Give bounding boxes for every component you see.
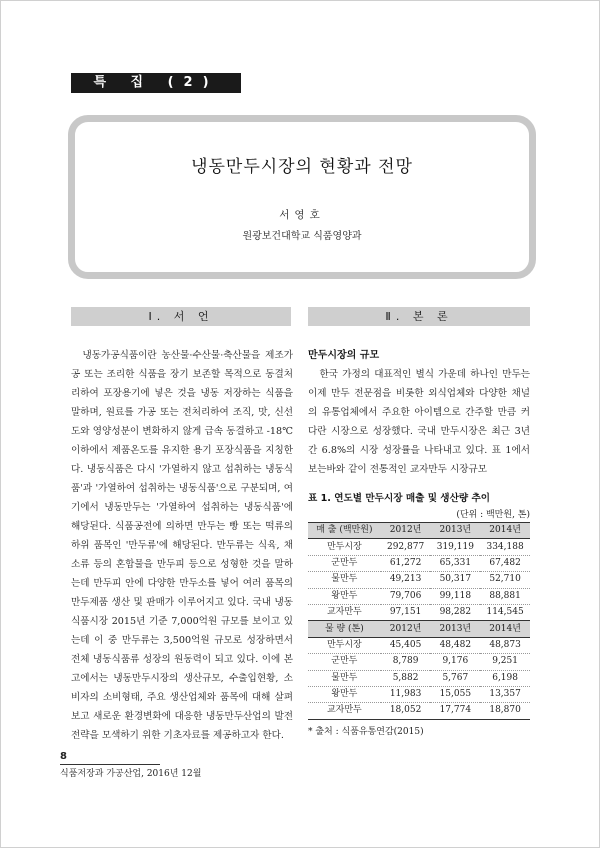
row-label: 만두시장 — [308, 637, 381, 653]
table-row — [308, 588, 530, 604]
cell: 67,482 — [480, 555, 530, 571]
page-number: 8 — [60, 751, 67, 762]
header-cell: 2013년 — [430, 621, 480, 637]
cell: 6,198 — [480, 670, 530, 686]
table-row — [308, 555, 530, 571]
author-affiliation: 원광보건대학교 식품영양과 — [242, 231, 362, 242]
cell: 97,151 — [381, 604, 431, 620]
cell: 114,545 — [480, 604, 530, 620]
row-label: 물만두 — [308, 670, 381, 686]
cell: 52,710 — [480, 572, 530, 588]
title-box — [68, 115, 536, 279]
table-row — [308, 572, 530, 588]
cell: 5,882 — [381, 670, 431, 686]
section-heading-body: Ⅱ. 본 론 — [308, 307, 530, 326]
cell: 79,706 — [381, 588, 431, 604]
body-paragraph: 한국 가정의 대표적인 별식 가운데 하나인 만두는 이제 만두 전문점을 비롯한 외식업체와 다양한 채널의 유통업체에서 주요한 아이템으로 간주할 만큼 커다란 시장으로 성장했다. 국내 만두시장은 최근 3년간 6.8%의 시장 성장률을 나타내고 있다. 표 1에서 보는바와 같이 전통적인 교자만두 시장규모 — [308, 369, 530, 475]
table-header-row — [308, 621, 530, 637]
article-title: 냉동만두시장의 현황과 전망 — [191, 157, 413, 177]
header-cell: 2012년 — [381, 523, 431, 539]
table-row — [308, 654, 530, 670]
cell: 49,213 — [381, 572, 431, 588]
subsection-title: 만두시장의 규모 — [308, 350, 380, 361]
header-cell: 물 량 (톤) — [308, 621, 381, 637]
cell: 334,188 — [480, 539, 530, 555]
intro-column — [71, 346, 293, 745]
table-header-row — [308, 523, 530, 539]
header-cell: 2014년 — [480, 523, 530, 539]
table-caption: 표 1. 연도별 만두시장 매출 및 생산량 추이 — [308, 493, 490, 504]
table-row — [308, 637, 530, 653]
table-row — [308, 604, 530, 620]
cell: 48,482 — [430, 637, 480, 653]
table-row — [308, 539, 530, 555]
cell: 61,272 — [381, 555, 431, 571]
header-cell: 매 출 (백만원) — [308, 523, 381, 539]
journal-footer: 식품저장과 가공산업, 2016년 12월 — [60, 769, 202, 779]
row-label: 교자만두 — [308, 703, 381, 719]
intro-paragraph: 냉동가공식품이란 농산물·수산물·축산물을 제조가공 또는 조리한 식품을 장기 보존할 목적으로 동결처리하여 포장용기에 넣은 것을 냉동 저장하는 식품을 말하며, 원료를 가공 또는 전처리하여 조직, 맛, 신선도와 영양성분이 변화하지 않게 급속 동결하고 -18℃ 이하에서 제품온도를 유지한 용기 포장식품을 지칭한다. 냉동식품은 다시 '가열하지 않고 섭취하는 냉동식품'과 '가열하여 섭취하는 냉동식품'으로 구분되며, 여기에서 냉동만두는 '가열하여 섭취하는 냉동식품'에 해당된다. 식품공전에 의하면 만두는 빵 또는 떡류의 하위 품목인 '만두류'에 해당된다. 만두류는 식육, 채소류 등의 혼합물을 만두피 등으로 성형한 것을 말하는데 만두피 안에 다양한 만두소를 넣어 여러 품목의 만두제품 생산 및 판매가 이루어지고 있다. 국내 냉동식품시장 2015년 기준 7,000억원 규모를 보이고 있는데 이 중 만두류는 3,500억원 규모로 성장하면서 전체 냉동식품류 성장의 원동력이 되고 있다. 이에 본고에서는 냉동만두시장의 생산규모, 수출입현황, 소비자의 소비형태, 주요 생산업체와 품목에 대해 살펴보고 새로운 환경변화에 대응한 냉동만두산업의 발전전략을 모색하기 위한 기초자료를 제공하고자 한다. — [71, 350, 293, 741]
row-label: 군만두 — [308, 555, 381, 571]
special-feature-banner: 특 집 (2) — [71, 73, 241, 93]
cell: 11,983 — [381, 686, 431, 702]
row-label: 물만두 — [308, 572, 381, 588]
table-unit: (단위 : 백만원, 톤) — [456, 510, 530, 520]
row-label: 왕만두 — [308, 686, 381, 702]
row-label: 왕만두 — [308, 588, 381, 604]
cell: 9,251 — [480, 654, 530, 670]
table-row — [308, 703, 530, 719]
table-row — [308, 686, 530, 702]
cell: 319,119 — [430, 539, 480, 555]
market-table — [308, 522, 530, 720]
cell: 8,789 — [381, 654, 431, 670]
table-row — [308, 670, 530, 686]
cell: 50,317 — [430, 572, 480, 588]
footer-divider — [60, 764, 160, 765]
cell: 15,055 — [430, 686, 480, 702]
cell: 98,282 — [430, 604, 480, 620]
row-label: 군만두 — [308, 654, 381, 670]
cell: 88,881 — [480, 588, 530, 604]
cell: 13,357 — [480, 686, 530, 702]
header-cell: 2013년 — [430, 523, 480, 539]
cell: 48,873 — [480, 637, 530, 653]
body-column — [308, 365, 530, 479]
cell: 9,176 — [430, 654, 480, 670]
section-heading-intro: Ⅰ. 서 언 — [71, 307, 291, 326]
cell: 65,331 — [430, 555, 480, 571]
cell: 5,767 — [430, 670, 480, 686]
header-cell: 2012년 — [381, 621, 431, 637]
cell: 18,052 — [381, 703, 431, 719]
cell: 45,405 — [381, 637, 431, 653]
cell: 292,877 — [381, 539, 431, 555]
row-label: 교자만두 — [308, 604, 381, 620]
header-cell: 2014년 — [480, 621, 530, 637]
cell: 18,870 — [480, 703, 530, 719]
table-source: * 출처 : 식품유통연감(2015) — [308, 727, 424, 737]
cell: 17,774 — [430, 703, 480, 719]
cell: 99,118 — [430, 588, 480, 604]
row-label: 만두시장 — [308, 539, 381, 555]
author-name: 서영호 — [279, 209, 325, 221]
